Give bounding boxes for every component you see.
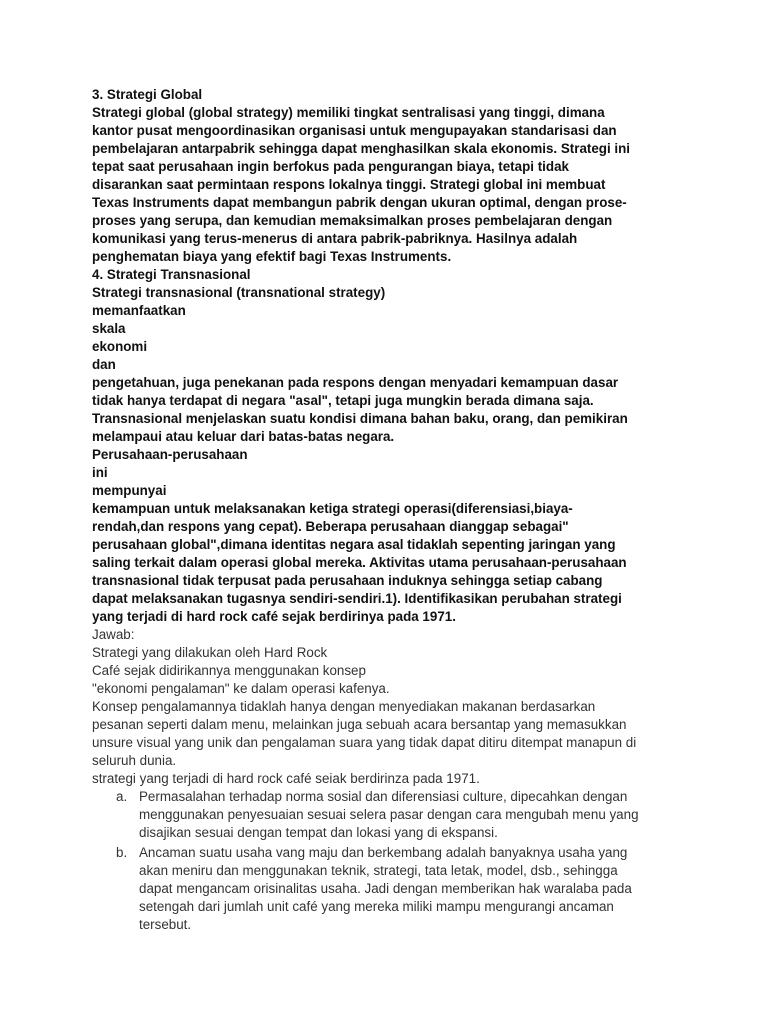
- paragraph-line: Texas Instruments dapat membangun pabrik dengan ukuran optimal, dengan prose-: [92, 195, 627, 210]
- paragraph-line: disarankan saat permintaan respons lokalnya tinggi. Strategi global ini membuat: [92, 177, 606, 192]
- list-marker: a.: [116, 789, 128, 804]
- paragraph-line: tepat saat perusahaan ingin berfokus pada pengurangan biaya, tetapi tidak: [92, 159, 569, 174]
- document-body: [92, 86, 682, 934]
- paragraph-line: saling terkait dalam operasi global mereka. Aktivitas utama perusahaan-perusahaan: [92, 555, 627, 570]
- bold-section: [92, 86, 682, 626]
- paragraph-line: pengetahuan, juga penekanan pada respons dengan menyadari kemampuan dasar: [92, 375, 619, 390]
- answer-line: Strategi yang dilakukan oleh Hard Rock: [92, 645, 328, 660]
- paragraph-line: Transnasional menjelaskan suatu kondisi dimana bahan baku, orang, dan pemikiran: [92, 411, 628, 426]
- list-item-line: akan meniru dan menggunakan teknik, strategi, tata letak, model, dsb., sehingga: [139, 863, 618, 878]
- paragraph-line: dan: [92, 357, 116, 372]
- paragraph-line: memanfaatkan: [92, 303, 186, 318]
- heading-strategi-global: 3. Strategi Global: [92, 87, 203, 102]
- paragraph-line: Perusahaan-perusahaan: [92, 447, 248, 462]
- list-item: [92, 788, 682, 842]
- paragraph-line: dapat melaksanakan tugasnya sendiri-sendiri.1). Identifikasikan perubahan strategi: [92, 591, 622, 606]
- paragraph-line: melampaui atau keluar dari batas-batas negara.: [92, 429, 395, 444]
- paragraph-line: yang terjadi di hard rock café sejak berdirinya pada 1971.: [92, 609, 456, 624]
- paragraph-line: perusahaan global",dimana identitas negara asal tidaklah sepenting jaringan yang: [92, 537, 616, 552]
- answer-line: seluruh dunia.: [92, 753, 177, 768]
- answer-line: unsure visual yang unik dan pengalaman suara yang tidak dapat ditiru ditempat manapun di: [92, 735, 637, 750]
- paragraph-line: kemampuan untuk melaksanakan ketiga strategi operasi(diferensiasi,biaya-: [92, 501, 573, 516]
- answer-list: [92, 788, 682, 934]
- paragraph-line: pembelajaran antarpabrik sehingga dapat menghasilkan skala ekonomis. Strategi ini: [92, 141, 631, 156]
- paragraph-line: skala: [92, 321, 126, 336]
- list-marker: b.: [116, 845, 128, 860]
- paragraph-line: proses yang serupa, dan kemudian memaksimalkan proses pembelajaran dengan: [92, 213, 613, 228]
- paragraph-line: Strategi global (global strategy) memiliki tingkat sentralisasi yang tinggi, dimana: [92, 105, 605, 120]
- list-item-line: setengah dari jumlah unit café yang mereka miliki mampu mengurangi ancaman: [139, 899, 614, 914]
- list-item-line: menggunakan penyesuaian sesuai selera pasar dengan cara mengubah menu yang: [139, 807, 639, 822]
- list-item-line: tersebut.: [139, 917, 192, 932]
- paragraph-line: mempunyai: [92, 483, 167, 498]
- list-item-line: Ancaman suatu usaha vang maju dan berkembang adalah banyaknya usaha yang: [139, 845, 628, 860]
- answer-line: "ekonomi pengalaman" ke dalam operasi kafenya.: [92, 681, 390, 696]
- answer-section: [92, 626, 682, 934]
- answer-line: pesanan seperti dalam menu, melainkan juga sebuah acara bersantap yang memasukkan: [92, 717, 627, 732]
- paragraph-line: kantor pusat mengoordinasikan organisasi untuk mengupayakan standarisasi dan: [92, 123, 617, 138]
- paragraph-line: ekonomi: [92, 339, 148, 354]
- paragraph-line: Strategi transnasional (transnational strategy): [92, 285, 386, 300]
- paragraph-line: tidak hanya terdapat di negara "asal", tetapi juga mungkin berada dimana saja.: [92, 393, 594, 408]
- answer-line: Café sejak didirikannya menggunakan konsep: [92, 663, 366, 678]
- list-item: [92, 844, 682, 934]
- paragraph-line: ini: [92, 465, 108, 480]
- answer-line: strategi yang terjadi di hard rock café seiak berdirinza pada 1971.: [92, 771, 480, 786]
- answer-label: Jawab:: [92, 627, 135, 642]
- list-item-line: dapat mengancam orisinalitas usaha. Jadi dengan memberikan hak waralaba pada: [139, 881, 632, 896]
- answer-line: Konsep pengalamannya tidaklah hanya dengan menyediakan makanan berdasarkan: [92, 699, 596, 714]
- list-item-line: Permasalahan terhadap norma sosial dan diferensiasi culture, dipecahkan dengan: [139, 789, 628, 804]
- list-item-line: disajikan sesuai dengan tempat dan lokasi yang di ekspansi.: [139, 825, 498, 840]
- paragraph-line: penghematan biaya yang efektif bagi Texas Instruments.: [92, 249, 452, 264]
- paragraph-line: rendah,dan respons yang cepat). Beberapa perusahaan dianggap sebagai": [92, 519, 569, 534]
- heading-strategi-transnasional: 4. Strategi Transnasional: [92, 267, 251, 282]
- paragraph-line: komunikasi yang terus-menerus di antara pabrik-pabriknya. Hasilnya adalah: [92, 231, 578, 246]
- paragraph-line: transnasional tidak terpusat pada perusahaan induknya sehingga setiap cabang: [92, 573, 603, 588]
